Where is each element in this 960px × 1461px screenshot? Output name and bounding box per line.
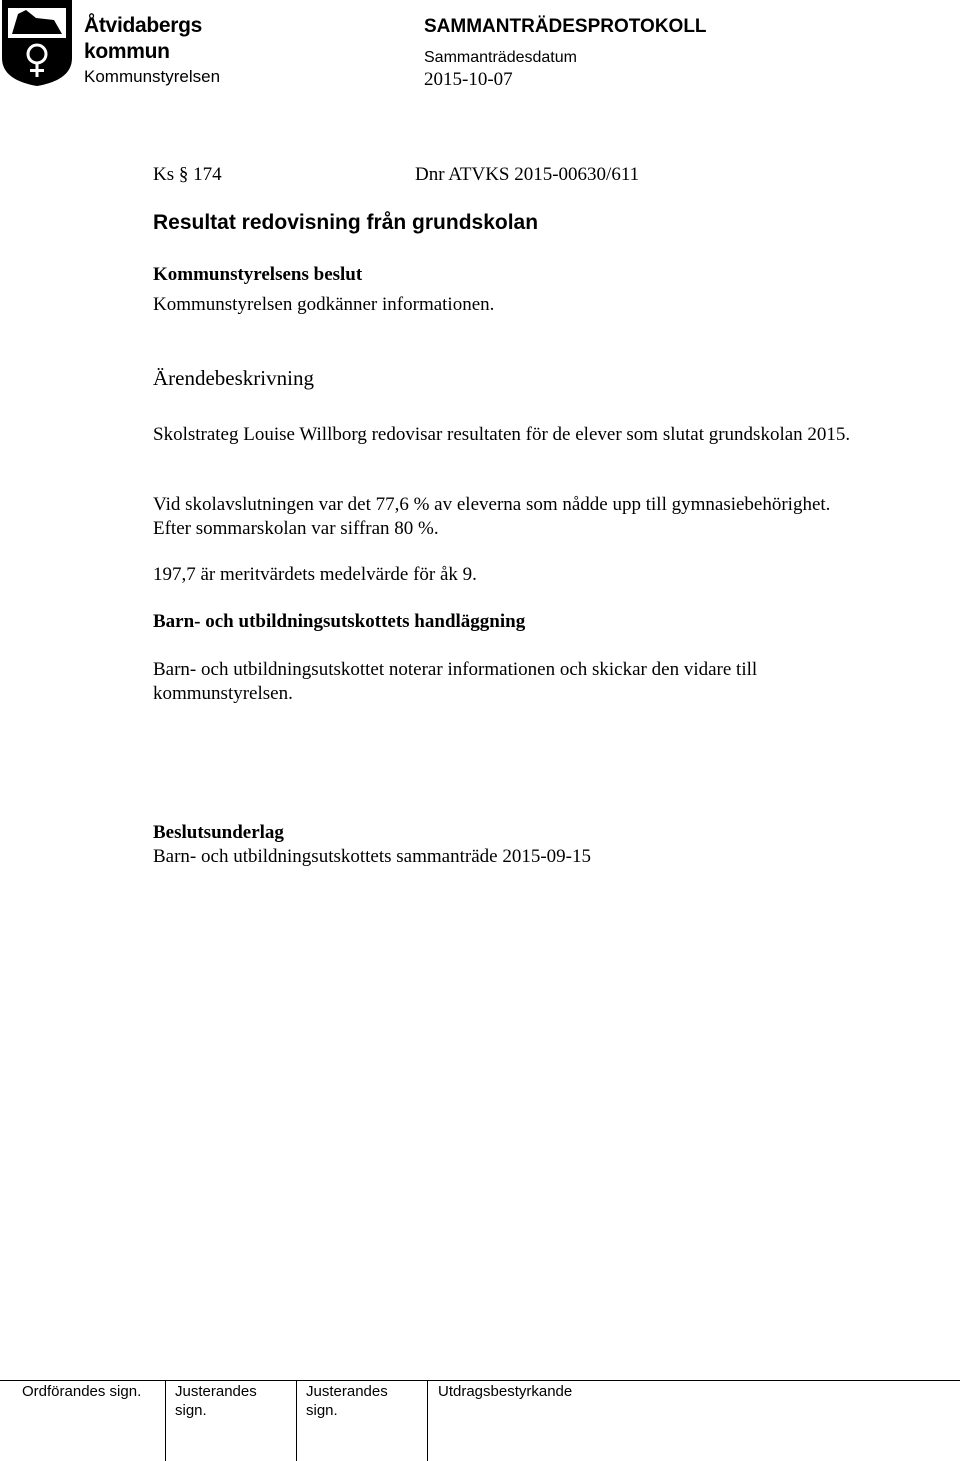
paragraph-number: Ks § 174 xyxy=(153,164,222,185)
document-type: SAMMANTRÄDESPROTOKOLL xyxy=(424,16,707,37)
adjuster-signature-label xyxy=(306,1382,388,1420)
adjuster-label-line2: sign. xyxy=(175,1402,207,1419)
committee-handling-text: Barn- och utbildningsutskottet noterar informationen och skickar den vidare till kommunstyrelsen. xyxy=(153,659,758,704)
adjuster-label-line2: sign. xyxy=(306,1402,338,1419)
decision-heading: Kommunstyrelsens beslut xyxy=(153,264,363,285)
adjuster-label-line1: Justerandes xyxy=(175,1383,257,1400)
case-number: Dnr ATVKS 2015-00630/611 xyxy=(415,164,640,185)
description-heading: Ärendebeskrivning xyxy=(153,366,314,390)
footer-divider xyxy=(0,1380,960,1381)
committee-handling-heading: Barn- och utbildningsutskottets handläggning xyxy=(153,611,526,632)
municipality-coat-of-arms-logo xyxy=(0,0,76,86)
adjuster-label-line1: Justerandes xyxy=(306,1383,388,1400)
footer-column-divider xyxy=(296,1380,297,1461)
decision-basis-heading: Beslutsunderlag xyxy=(153,822,284,843)
decision-text: Kommunstyrelsen godkänner informationen. xyxy=(153,294,495,315)
description-paragraph: 197,7 är meritvärdets medelvärde för åk 9. xyxy=(153,564,477,585)
item-title: Resultat redovisning från grundskolan xyxy=(153,211,539,234)
footer-column-divider xyxy=(165,1380,166,1461)
chair-signature-label: Ordförandes sign. xyxy=(22,1383,142,1400)
board-name: Kommunstyrelsen xyxy=(84,67,221,86)
meeting-date-label: Sammanträdesdatum xyxy=(424,49,577,66)
adjuster-signature-label xyxy=(175,1382,257,1420)
decision-basis-text: Barn- och utbildningsutskottets sammanträde 2015-09-15 xyxy=(153,846,591,867)
meeting-date-value: 2015-10-07 xyxy=(424,69,513,90)
description-paragraph: Vid skolavslutningen var det 77,6 % av eleverna som nådde upp till gymnasiebehörighet. Efter sommarskolan var siffran 80 %. xyxy=(153,494,831,539)
certifier-label: Utdragsbestyrkande xyxy=(438,1383,573,1400)
footer-column-divider xyxy=(427,1380,428,1461)
municipality-name-line1: Åtvidabergs xyxy=(84,14,203,37)
municipality-name-line2: kommun xyxy=(84,40,170,63)
description-paragraph: Skolstrateg Louise Willborg redovisar resultaten för de elever som slutat grundskolan 2015. xyxy=(153,424,851,445)
